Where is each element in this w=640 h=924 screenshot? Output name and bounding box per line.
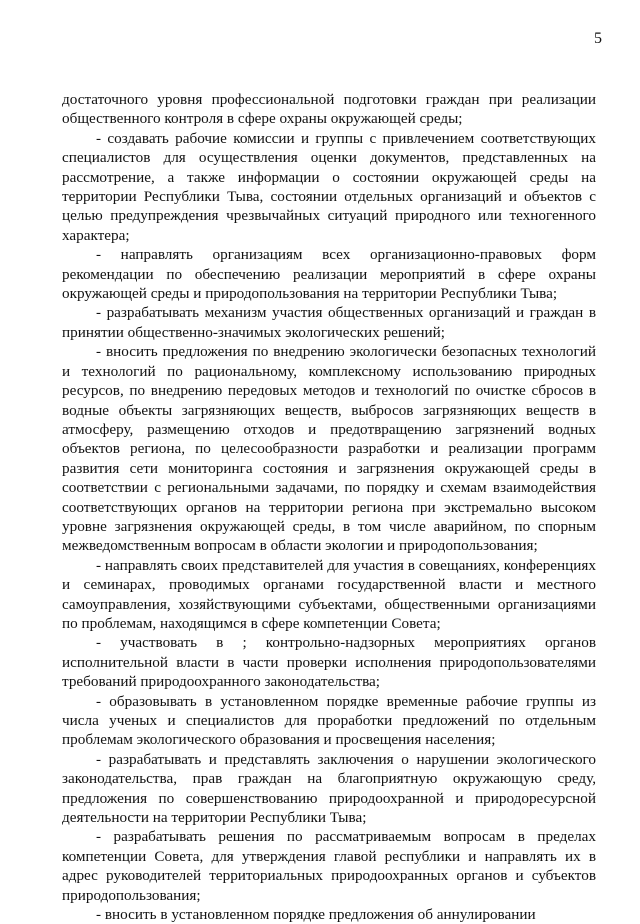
- paragraph: - вносить предложения по внедрению экологически безопасных технологий и технологий по рациональному, комплексному использованию природных ресурсов, по внедрению передовых методов и технологий по очистке сбросов в водные объекты загрязняющих веществ, выбросов загрязняющих веществ в атмосферу, размещению отходов и предотвращению загрязнений водных объектов региона, по целесообразности разработки и реализации программ развития сети мониторинга состояния и загрязнения окружающей среды в соответствии с региональными задачами, по порядку и схемам взаимодействия соответствующих органов на территории региона при экстремально высоком уровне загрязнения окружающей среды, в том числе аварийном, по спорным межведомственным вопросам в области экологии и природопользования;: [62, 343, 596, 555]
- paragraph: достаточного уровня профессиональной подготовки граждан при реализации общественного контроля в сфере охраны окружающей среды;: [62, 91, 596, 128]
- paragraph: - участвовать в ; контрольно-надзорных мероприятиях органов исполнительной власти в части проверки исполнения природопользователями требований природоохранного законодательства;: [62, 634, 596, 691]
- paragraph: - вносить в установленном порядке предложения об аннулировании: [96, 906, 536, 924]
- paragraph: - создавать рабочие комиссии и группы с привлечением соответствующих специалистов для осуществления оценки документов, представленных на рассмотрение, а также информации о состоянии окружающей среды на территории Республики Тыва, состоянии отдельных организаций и объектов с целью предупреждения чрезвычайных ситуаций природного или техногенного характера;: [62, 129, 596, 244]
- paragraph: - разрабатывать механизм участия общественных организаций и граждан в принятии общественно-значимых экологических решений;: [62, 304, 596, 341]
- paragraph: - направлять организациям всех организационно-правовых форм рекомендации по обеспечению реализации мероприятий в сфере охраны окружающей среды и природопользования на территории Республики Тыва;: [62, 246, 596, 303]
- paragraph: - разрабатывать решения по рассматриваемым вопросам в пределах компетенции Совета, для утверждения главой республики и направлять их в адрес руководителей территориальных природоохранных органов и субъектов природопользования;: [62, 828, 596, 904]
- paragraph: - образовывать в установленном порядке временные рабочие группы из числа ученых и специалистов для проработки предложений по отдельным проблемам экологического образования и просвещения населения;: [62, 692, 596, 749]
- page-number: 5: [594, 30, 602, 47]
- paragraph: - разрабатывать и представлять заключения о нарушении экологического законодательства, прав граждан на благоприятную окружающую среду, предложения по совершенствованию природоохранной и природоресурсной деятельности на территории Республики Тыва;: [62, 750, 596, 827]
- paragraph: - направлять своих представителей для участия в совещаниях, конференциях и семинарах, проводимых органами государственной власти и местного самоуправления, хозяйствующими субъектами, общественными организациями по проблемам, находящимся в сфере компетенции Совета;: [62, 556, 596, 632]
- document-body: [62, 90, 596, 924]
